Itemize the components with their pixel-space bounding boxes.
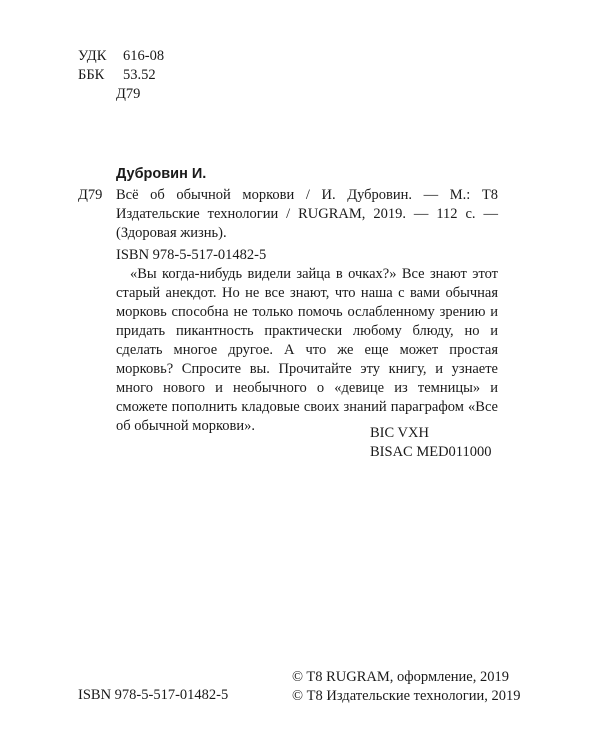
author-mark: Д79 [116, 86, 141, 102]
record-isbn: ISBN 978-5-517-01482-5 [116, 247, 267, 263]
footer-isbn: ISBN 978-5-517-01482-5 [78, 687, 229, 703]
subject-codes [370, 424, 492, 462]
copyright-block [292, 668, 521, 706]
udk-value: 616-08 [123, 48, 165, 64]
copyright-publisher: © Т8 Издательские технологии, 2019 [292, 688, 521, 704]
record-author: Дубровин И. [116, 166, 207, 182]
annotation-text: «Вы когда-нибудь видели зайца в очках?» Все знают этот старый анекдот. Но не все знают, что наша с вами обычная морковь способна не только помочь ослабленному зрению и придать пикантность практически любому блюду, но и сделать многое другое. А что же еще может простая морковь? Спросите вы. Прочитайте эту книгу, и узнаете много нового и необычного о «девице из темницы» и сможете пополнить кладовые своих знаний параграфом «Все об обычной моркови». [116, 266, 498, 434]
bisac-code: BISAC MED011000 [370, 444, 492, 460]
udk-label: УДК [78, 48, 107, 64]
bibliographic-description: Всё об обычной моркови / И. Дубровин. — М.: Т8 Издательские технологии / RUGRAM, 2019. — 112 с. — (Здоровая жизнь). [116, 187, 498, 241]
record-mark: Д79 [78, 187, 103, 203]
annotation [116, 265, 498, 436]
bbk-label: ББК [78, 67, 105, 83]
copyright-design: © T8 RUGRAM, оформление, 2019 [292, 669, 509, 685]
bic-code: BIC VXH [370, 425, 429, 441]
bbk-value: 53.52 [123, 67, 156, 83]
